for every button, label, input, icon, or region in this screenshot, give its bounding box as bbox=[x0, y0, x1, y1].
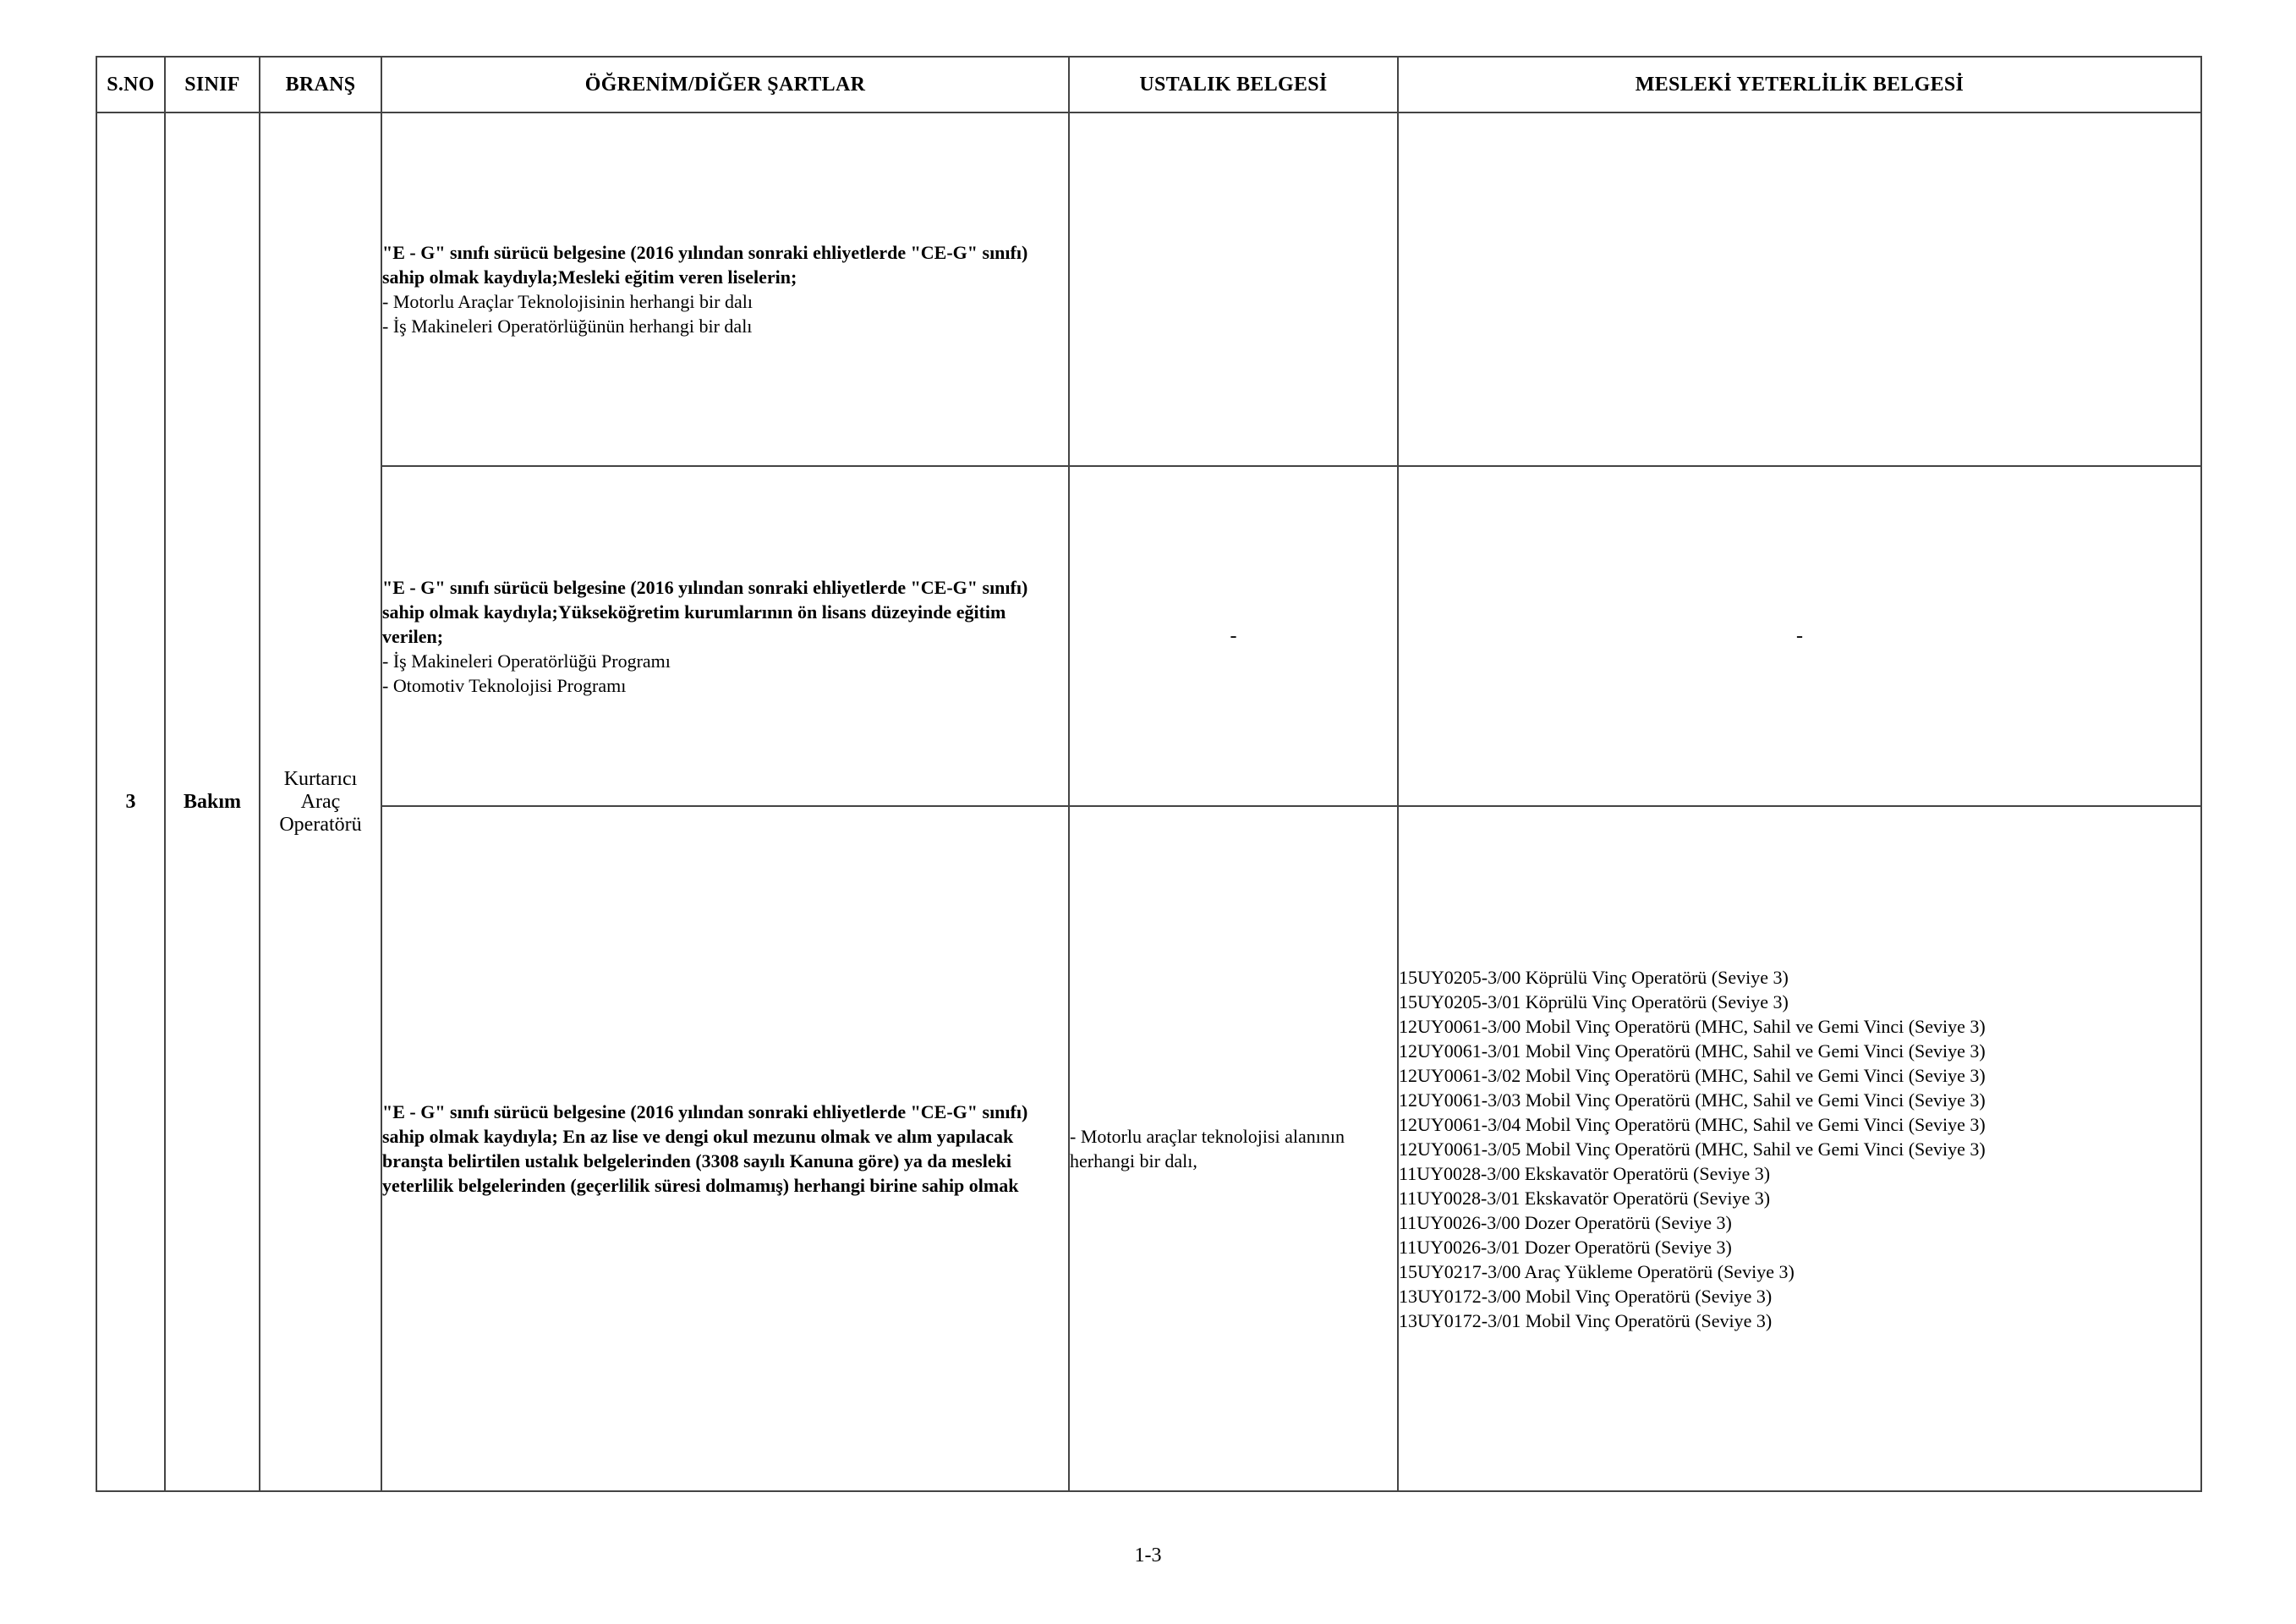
condition-bold-text: "E - G" sınıfı sürücü belgesine (2016 yılından sonraki ehliyetlerde "CE-G" sınıfı) sahip olmak kaydıyla;Yükseköğretim kurumlarının ön lisans düzeyinde eğitim verilen; bbox=[382, 576, 1028, 647]
table-row bbox=[96, 806, 2201, 1491]
condition-bold-text: "E - G" sınıfı sürücü belgesine (2016 yılından sonraki ehliyetlerde "CE-G" sınıfı) sahip olmak kaydıyla; En az lise ve dengi okul mezunu olmak ve alım yapılacak branşta belirtilen ustalık belgelerinden (3308 sayılı Kanuna göre) ya da mesleki yeterlilik belgelerinden (geçerlilik süresi dolmamış) herhangi birine sahip olmak bbox=[382, 1101, 1028, 1196]
myb-item: 15UY0205-3/01 Köprülü Vinç Operatörü (Seviye 3) bbox=[1399, 990, 1789, 1012]
ustalik-cell bbox=[1069, 112, 1398, 466]
requirements-table bbox=[96, 56, 2202, 1492]
brans-line: Araç bbox=[300, 790, 341, 813]
ustalik-cell: - Motorlu araçlar teknolojisi alanının herhangi bir dalı, bbox=[1069, 806, 1398, 1491]
header-sinif: SINIF bbox=[165, 57, 260, 112]
brans-line: Kurtarıcı bbox=[283, 767, 358, 790]
condition-item: - Motorlu Araçlar Teknolojisinin herhangi bir dalı bbox=[382, 291, 753, 312]
myb-item: 11UY0026-3/00 Dozer Operatörü (Seviye 3) bbox=[1399, 1211, 1732, 1233]
myb-item: 13UY0172-3/01 Mobil Vinç Operatörü (Seviye 3) bbox=[1399, 1309, 1773, 1331]
header-sno: S.NO bbox=[96, 57, 165, 112]
table-row bbox=[96, 112, 2201, 466]
myb-item: 15UY0205-3/00 Köprülü Vinç Operatörü (Seviye 3) bbox=[1399, 966, 1789, 988]
condition-cell bbox=[381, 806, 1069, 1491]
myb-cell bbox=[1398, 112, 2201, 466]
myb-item: 11UY0026-3/01 Dozer Operatörü (Seviye 3) bbox=[1399, 1236, 1732, 1258]
myb-item: 11UY0028-3/00 Ekskavatör Operatörü (Seviye 3) bbox=[1399, 1162, 1771, 1184]
ustalik-cell: - bbox=[1069, 466, 1398, 806]
myb-item: 12UY0061-3/00 Mobil Vinç Operatörü (MHC, Sahil ve Gemi Vinci (Seviye 3) bbox=[1399, 1015, 1986, 1037]
myb-item: 12UY0061-3/02 Mobil Vinç Operatörü (MHC, Sahil ve Gemi Vinci (Seviye 3) bbox=[1399, 1064, 1986, 1086]
sno-cell: 3 bbox=[96, 112, 165, 1491]
header-row bbox=[96, 57, 2201, 112]
header-myb: MESLEKİ YETERLİLİK BELGESİ bbox=[1398, 57, 2201, 112]
brans-cell bbox=[260, 112, 381, 1491]
condition-bold-text: "E - G" sınıfı sürücü belgesine (2016 yılından sonraki ehliyetlerde "CE-G" sınıfı) sahip olmak kaydıyla;Mesleki eğitim veren liselerin; bbox=[382, 242, 1028, 288]
myb-item: 15UY0217-3/00 Araç Yükleme Operatörü (Seviye 3) bbox=[1399, 1260, 1795, 1282]
condition-item: - İş Makineleri Operatörlüğünün herhangi bir dalı bbox=[382, 315, 753, 337]
myb-item: 11UY0028-3/01 Ekskavatör Operatörü (Seviye 3) bbox=[1399, 1187, 1771, 1209]
condition-item: - İş Makineleri Operatörlüğü Programı bbox=[382, 650, 671, 672]
myb-cell: - bbox=[1398, 466, 2201, 806]
header-ogrenim: ÖĞRENİM/DİĞER ŞARTLAR bbox=[381, 57, 1069, 112]
page-number: 1-3 bbox=[1134, 1544, 1162, 1566]
brans-line: Operatörü bbox=[279, 813, 362, 836]
header-brans: BRANŞ bbox=[260, 57, 381, 112]
sinif-cell: Bakım bbox=[165, 112, 260, 1491]
myb-item: 13UY0172-3/00 Mobil Vinç Operatörü (Seviye 3) bbox=[1399, 1285, 1773, 1307]
table-row bbox=[96, 466, 2201, 806]
myb-item: 12UY0061-3/03 Mobil Vinç Operatörü (MHC, Sahil ve Gemi Vinci (Seviye 3) bbox=[1399, 1089, 1986, 1111]
condition-cell bbox=[381, 112, 1069, 466]
header-ustalik: USTALIK BELGESİ bbox=[1069, 57, 1398, 112]
myb-cell bbox=[1398, 806, 2201, 1491]
myb-item: 12UY0061-3/05 Mobil Vinç Operatörü (MHC, Sahil ve Gemi Vinci (Seviye 3) bbox=[1399, 1138, 1986, 1160]
condition-item: - Otomotiv Teknolojisi Programı bbox=[382, 674, 627, 696]
myb-item: 12UY0061-3/04 Mobil Vinç Operatörü (MHC, Sahil ve Gemi Vinci (Seviye 3) bbox=[1399, 1113, 1986, 1135]
myb-item: 12UY0061-3/01 Mobil Vinç Operatörü (MHC, Sahil ve Gemi Vinci (Seviye 3) bbox=[1399, 1040, 1986, 1062]
condition-cell bbox=[381, 466, 1069, 806]
